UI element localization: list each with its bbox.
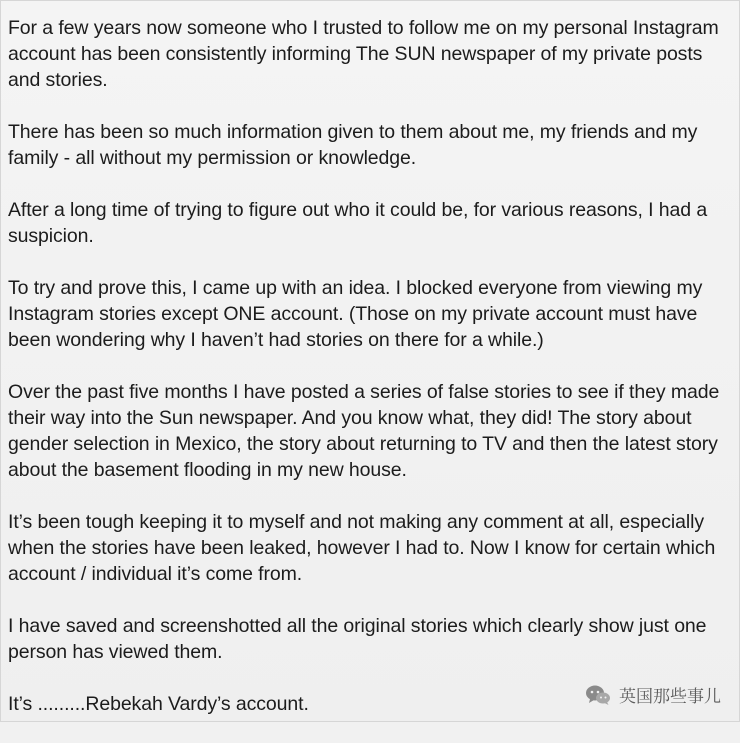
- paragraph-7: I have saved and screenshotted all the original stories which clearly show just one person has viewed them.: [8, 615, 707, 663]
- paragraph-1: For a few years now someone who I trusted to follow me on my personal Instagram account has been consistently informing The SUN newspaper of my private posts and stories.: [8, 17, 719, 91]
- paragraph-8: It’s .........Rebekah Vardy’s account.: [8, 693, 309, 715]
- paragraph-6: It’s been tough keeping it to myself and not making any comment at all, especially when the stories have been leaked, however I had to. Now I know for certain which account / individual it’s come from.: [8, 511, 716, 585]
- paragraph-5: Over the past five months I have posted a series of false stories to see if they made their way into the Sun newspaper. And you know what, they did! The story about gender selection in Mexico, the story about returning to TV and then the latest story about the basement flooding in my new house.: [8, 381, 720, 481]
- paragraph-3: After a long time of trying to figure out who it could be, for various reasons, I had a suspicion.: [8, 199, 708, 247]
- wechat-icon: [585, 684, 611, 706]
- watermark-text: 英国那些事儿: [619, 687, 721, 707]
- paragraph-4: To try and prove this, I came up with an idea. I blocked everyone from viewing my Instagram stories except ONE account. (Those on my private account must have been wondering why I haven’t had stories on there for a while.): [8, 277, 703, 351]
- paragraph-2: There has been so much information given to them about me, my friends and my family - all without my permission or knowledge.: [8, 121, 698, 169]
- watermark: [585, 682, 721, 707]
- statement-text: [8, 15, 736, 743]
